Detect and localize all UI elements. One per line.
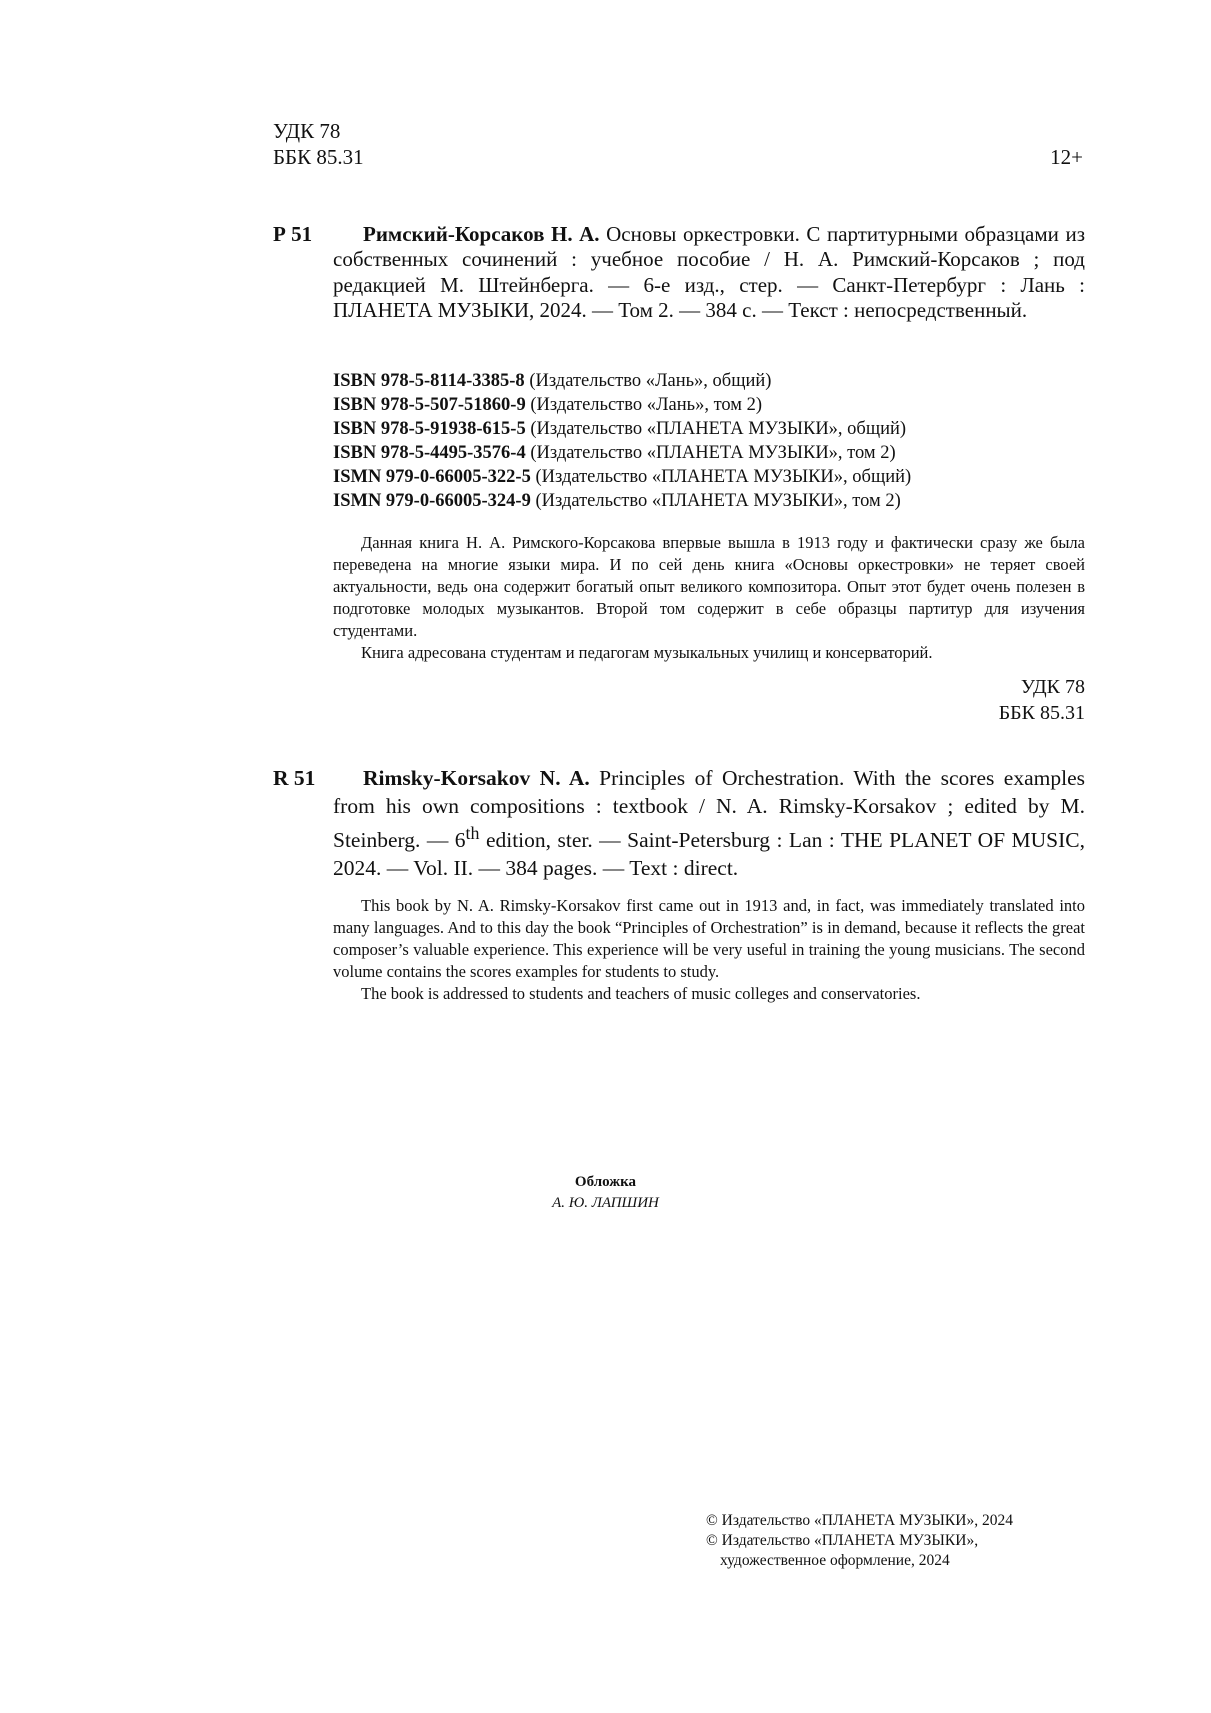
isbn-note: (Издательство «Лань», общий) <box>529 371 772 391</box>
cover-credit-label: Обложка <box>574 1174 637 1190</box>
bibliographic-entry-ru <box>273 222 1085 324</box>
entry-description-en: Principles of Orchestration. With the scores examples from his own compositions : textbook / N. A. Rimsky-Korsakov ; edited by M. Steinberg. — 6 <box>333 766 1085 853</box>
isbn-number: ISMN 979-0-66005-322-5 <box>333 467 531 487</box>
isbn-note: (Издательство «Лань», том 2) <box>530 395 763 415</box>
annotation-ru-paragraph: Данная книга Н. А. Римского-Корсакова впервые вышла в 1913 году и фактически сразу же была переведена на многие языки мира. И по сей день книга «Основы оркестровки» не теряет своей актуальности, ведь она содержит богатый опыт великого композитора. Опыт этот будет очень полезен в подготовке молодых музыкантов. Второй том содержит в себе образцы партитур для изучения студентами. <box>333 533 1085 640</box>
annotation-en-paragraph: The book is addressed to students and teachers of music colleges and conservatories. <box>361 984 921 1003</box>
bbk-code: ББК 85.31 <box>273 145 364 169</box>
udk-code: УДК 78 <box>273 119 341 143</box>
copyright-block <box>706 1511 1013 1571</box>
annotation-ru <box>333 532 1085 664</box>
copyright-line: © Издательство «ПЛАНЕТА МУЗЫКИ», <box>706 1532 979 1549</box>
entry-description-ru: Основы оркестровки. С партитурными образцами из собственных сочинений : учебное пособие / Н. А. Римский-Корсаков ; под редакцией М. Штейнберга. — 6-е изд., стер. — Санкт-Петербург : Лань : ПЛАНЕТА МУЗЫКИ, 2024. — Том 2. — 384 с. — Текст : непосредственный. <box>333 222 1085 323</box>
cover-designer-name: А. Ю. ЛАПШИН <box>552 1195 659 1211</box>
age-rating: 12+ <box>1050 145 1083 169</box>
author-mark-en: R 51 <box>273 766 316 790</box>
top-classification-codes <box>273 118 1083 170</box>
isbn-row <box>333 393 911 417</box>
annotation-en-paragraph: This book by N. A. Rimsky-Korsakov first came out in 1913 and, in fact, was immediately translated into many languages. And to this day the book “Principles of Orchestration” is in demand, because it reflects the great composer’s valuable experience. This experience will be very useful in training the young musicians. The second volume contains the scores examples for students to study. <box>333 896 1085 981</box>
edition-superscript: th <box>465 823 480 843</box>
entry-text-en <box>333 765 1085 882</box>
isbn-note: (Издательство «ПЛАНЕТА МУЗЫКИ», том 2) <box>535 491 901 511</box>
cover-credit <box>0 1172 1211 1214</box>
isbn-row <box>333 417 911 441</box>
isbn-row <box>333 465 911 489</box>
annotation-ru-paragraph: Книга адресована студентам и педагогам музыкальных училищ и консерваторий. <box>361 643 933 662</box>
author-name-ru: Римский-Корсаков Н. А. <box>363 222 600 246</box>
author-name-en: Rimsky-Korsakov N. A. <box>363 766 590 790</box>
copyright-line: художественное оформление, 2024 <box>720 1552 950 1569</box>
entry-text-ru <box>333 222 1085 324</box>
isbn-row <box>333 489 911 513</box>
isbn-number: ISBN 978-5-91938-615-5 <box>333 419 526 439</box>
isbn-row <box>333 441 911 465</box>
isbn-list <box>333 369 911 513</box>
udk-code: УДК 78 <box>1020 676 1085 698</box>
isbn-note: (Издательство «ПЛАНЕТА МУЗЫКИ», общий) <box>530 419 907 439</box>
entry-description-en-cont: edition, ster. — Saint-Petersburg : Lan : THE PLANET OF MUSIC, 2024. — Vol. II. — 384 pages. — Text : direct. <box>333 828 1085 880</box>
copyright-line: © Издательство «ПЛАНЕТА МУЗЫКИ», 2024 <box>706 1512 1013 1529</box>
isbn-note: (Издательство «ПЛАНЕТА МУЗЫКИ», том 2) <box>530 443 896 463</box>
isbn-note: (Издательство «ПЛАНЕТА МУЗЫКИ», общий) <box>535 467 912 487</box>
isbn-number: ISBN 978-5-4495-3576-4 <box>333 443 526 463</box>
isbn-number: ISBN 978-5-8114-3385-8 <box>333 371 525 391</box>
isbn-row <box>333 369 911 393</box>
annotation-en <box>333 895 1085 1005</box>
isbn-number: ISMN 979-0-66005-324-9 <box>333 491 531 511</box>
bbk-code: ББК 85.31 <box>998 702 1085 724</box>
bibliographic-entry-en <box>273 765 1085 882</box>
author-mark-ru: Р 51 <box>273 222 313 246</box>
isbn-number: ISBN 978-5-507-51860-9 <box>333 395 526 415</box>
bottom-classification-codes <box>900 674 1085 726</box>
